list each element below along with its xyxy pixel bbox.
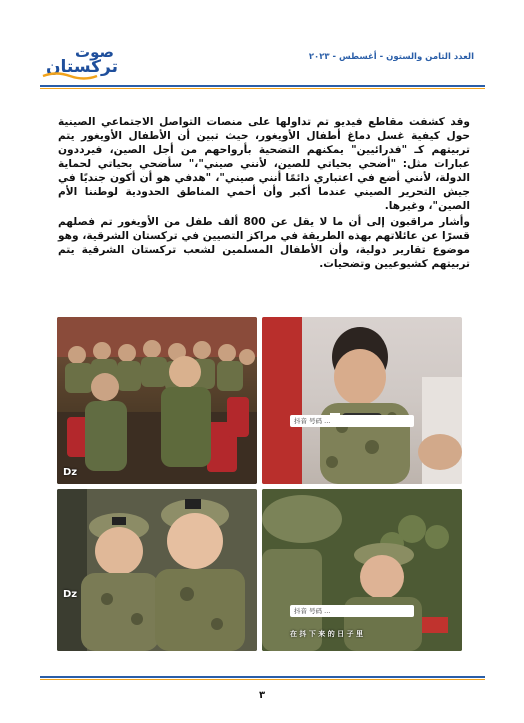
logo-wave-icon <box>42 70 98 80</box>
logo-bottom-text: تركستان <box>46 57 118 77</box>
header-rule-accent <box>40 88 485 89</box>
footer-rule-accent <box>40 679 485 680</box>
photo-caption: 抖音 号码 ... <box>290 415 414 427</box>
photo-subtitle: 在 抖 下 来 的 日 子 里 <box>290 630 364 638</box>
watermark-dz: Dz <box>63 467 78 478</box>
paragraph-2: وأشار مراقبون إلى أن ما لا يقل عن 800 ألف طفل من الأويغور تم فصلهم قسرًا عن عائلاتهم بهذه الطريقة في مراكز التصيين في تركستان الشرقية، وهو موضوع تقارير دولية، وأن الأطفال المسلمين لشعب تركستان الشرقية يتم تربيتهم كشيوعيين وتضحيات. <box>58 216 470 270</box>
photo-caption-2: 抖音 号码 ... <box>290 605 414 617</box>
photo-boy-cap <box>262 489 462 651</box>
photo-4-art <box>262 489 462 651</box>
photo-boy-crying <box>262 317 462 484</box>
photo-2-art <box>262 317 462 484</box>
logo-top-text: صوت <box>75 43 114 61</box>
page-number: ٣ <box>258 690 266 701</box>
paragraph-1: وقد كشفت مقاطع فيديو تم تداولها على منصات التواصل الاجتماعي الصينية حول كيفية غسل دماغ أطفال الأويغور، حيث تبين أن الأطفال الأويغور يتم تربيتهم كـ "فدرائيين" يمكنهم التضحية بأرواحهم من أجل الصين، فيرددون عبارات مثل: "أضحي بحياتي للصين، لأنني صيني"،" سأضحي بحياتي لحماية الدولة، لأنني أضع في اعتباري دائمًا أنني صيني"، "هدفي هو أن أكون جنديًا في جيش التحرير الصيني عندما أكبر وأن أحمي المناطق الحدودية لوطننا الأم الصين"، وغيرها. <box>58 116 470 212</box>
photo-two-boys <box>57 489 257 651</box>
logo <box>40 44 118 82</box>
header-rule <box>40 85 485 87</box>
photo-1-art <box>57 317 257 484</box>
watermark-dz-2: Dz <box>63 589 78 600</box>
issue-line: العدد الثامن والستون - أغسطس - ٢٠٢٣ <box>308 52 474 62</box>
photo-3-art <box>57 489 257 651</box>
footer-rule <box>40 676 485 678</box>
photo-children-crowd <box>57 317 257 484</box>
